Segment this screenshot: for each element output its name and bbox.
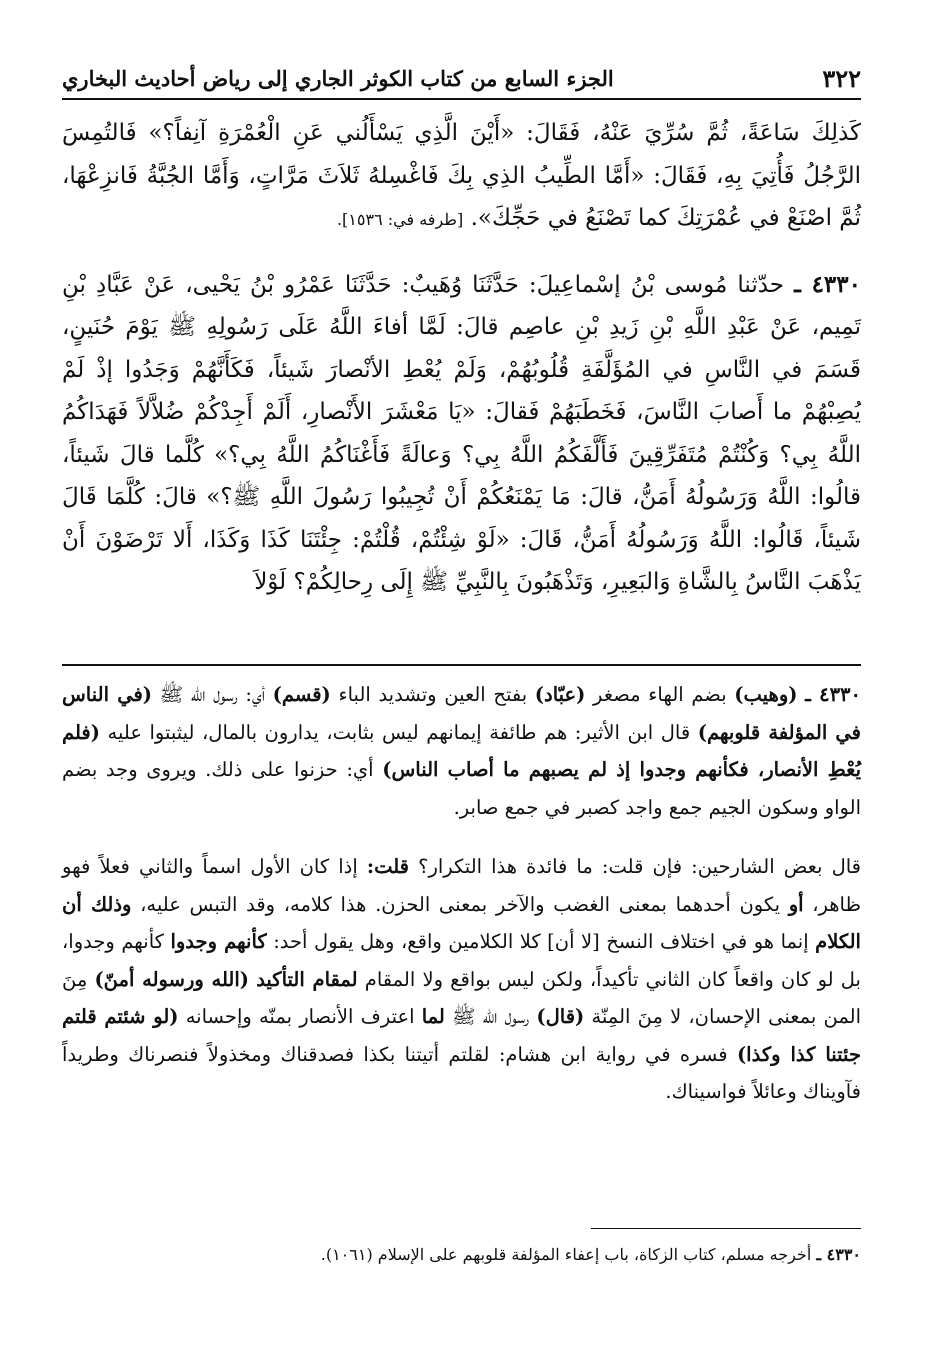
commentary-text: يكون أحدهما بمعنى الغضب والآخر بمعنى الحزن. هذا كلامه، وقد التبس عليه، xyxy=(131,892,789,916)
commentary-term: (وهيب) xyxy=(734,683,798,706)
commentary-text: بضم الهاء مصغر xyxy=(585,683,735,706)
commentary-term: (فلم يُعْطِ الأنصار، فكأنهم وجدوا إذ لم يصبهم ما أصاب الناس) xyxy=(62,720,862,781)
commentary-text: أي: حزنوا على ذلك. ويروى وجد بضم الواو وسكون الجيم جمع واجد كصبر في جمع صابر. xyxy=(62,758,861,819)
commentary-paragraph-2 xyxy=(62,848,861,1111)
footnote-number: ٤٣٣٠ ـ xyxy=(816,1245,861,1264)
footnote-text: أخرجه مسلم، كتاب الزكاة، باب إعفاء المؤلفة قلوبهم على الإسلام (١٠٦١). xyxy=(320,1245,817,1264)
commentary-paragraph-1 xyxy=(62,676,861,826)
commentary-term: قلت: xyxy=(366,855,409,878)
hadith-4330-text: حدّثنا مُوسى بْنُ إسْماعِيلَ: حَدَّثَنَا وُهَيبٌ: حَدَّثَنَا عَمْرُو بْنُ يَحْيى، عَنْ عَبَّادِ بْنِ تَمِيم، عَنْ عَبْدِ اللَّهِ بْنِ زَيدِ بْنِ عاصِم قالَ: لَمَّا أفاءَ اللَّهُ عَلَى رَسُولِهِ ﷺ يَوْمَ حُنَينٍ، قَسَمَ في النَّاسِ في المُؤَلَّفَةِ قُلُوبُهُمْ، وَلَمْ يُعْطِ الأنْصارَ شَيئاً، فَكَأَنَّهُمْ وَجَدُوا إذْ لَمْ يُصِبْهُمْ ما أَصابَ النَّاسَ، فَخَطَبَهُمْ فَقالَ: «يَا مَعْشَرَ الأَنْصارِ، أَلَمْ أَجِدْكُمْ ضُلاَّلاً فَهَدَاكُمُ اللَّهُ بِي؟ وَكُنْتُمْ مُتَفَرِّقِينَ فَأَلَّفَكُمُ اللَّهُ بِي؟ وَعالَةً فَأَغْنَاكُمُ اللَّهُ بِي؟» كُلَّما قالَ شَيئاً، قالُوا: اللَّهُ وَرَسُولُهُ أَمَنُّ، قالَ: مَا يَمْنَعُكُمْ أَنْ تُجِيبُوا رَسُولَ اللَّهِ ﷺ؟» قالَ: كُلَّمَا قَالَ شَيئاً، قَالُوا: اللَّهُ وَرَسُولُهُ أَمَنُّ، قَالَ: «لَوْ شِئْتُمْ، قُلْتُمْ: جِئْتَنَا كَذَا وَكَذَا، أَلا تَرْضَوْنَ أَنْ يَذْهَبَ النَّاسُ بِالشَّاةِ وَالبَعِيرِ، وَتَذْهَبُونَ بِالنَّبِيِّ ﷺ إِلَى رِحالِكُمْ؟ لَوْلاَ xyxy=(62,271,861,595)
page-header xyxy=(62,58,861,100)
commentary-term: (قال) xyxy=(536,1005,585,1028)
cross-reference: [طرفه في: ١٥٣٦]. xyxy=(336,210,464,229)
commentary-term: لما xyxy=(421,1005,445,1028)
footnote-divider xyxy=(591,1228,861,1229)
continued-hadith-paragraph xyxy=(62,112,861,242)
commentary-term: (لو شئتم قلتم جئتنا كذا وكذا) xyxy=(62,1005,861,1066)
footnote xyxy=(62,1240,861,1270)
continued-hadith-text: كَذلِكَ سَاعَةً، ثُمَّ سُرِّيَ عَنْهُ، فَقَالَ: «أَيْنَ الَّذِي يَسْأَلُني عَنِ الْعُمْرَةِ آنِفاً؟» فَالتُمِسَ الرَّجُلُ فَأُتِيَ بِهِ، فَقَالَ: «أَمَّا الطِّيبُ الذِي بِكَ فَاغْسِلهُ ثَلاَثَ مَرَّاتٍ، وَأَمَّا الجُبَّةُ فَانزِعْهَا، ثُمَّ اصْنَعْ في عُمْرَتِكَ كما تَصْنَعُ في حَجِّكَ». xyxy=(62,120,861,231)
commentary-term: (عبّاد) xyxy=(534,683,586,706)
commentary-text: قال بعض الشارحين: فإن قلت: ما فائدة هذا التكرار؟ xyxy=(409,855,862,878)
running-title: الجزء السابع من كتاب الكوثر الجاري إلى رياض أحاديث البخاري xyxy=(62,65,614,91)
hadith-text-section xyxy=(62,112,861,604)
commentary-section xyxy=(62,676,861,1111)
commentary-text: قال ابن الأثير: هم طائفة إيمانهم ليس بثابت، يدارون بالمال، ليثبتوا عليه xyxy=(99,720,698,744)
commentary-text: اعترف الأنصار بمنّه وإحسانه xyxy=(178,1005,422,1028)
hadith-number: ٤٣٣٠ ـ xyxy=(794,270,861,298)
commentary-term: (في الناس في المؤلفة قلوبهم) xyxy=(62,683,861,744)
commentary-text: بفتح العين وتشديد الباء xyxy=(330,683,535,706)
commentary-text: أي: رسول الله ﷺ xyxy=(152,683,273,706)
page-number: ٣٢٢ xyxy=(822,63,861,93)
commentary-text: إذا كان الأول اسماً والثاني فعلاً فهو ظاهر، xyxy=(62,855,861,916)
commentary-text: مِنَ المن بمعنى الإحسان، لا مِنَ المِنّة xyxy=(62,967,862,1028)
commentary-text: رسول الله ﷺ xyxy=(444,1005,537,1028)
commentary-term: لمقام التأكيد xyxy=(256,967,358,991)
commentary-term: وذلك أن الكلام xyxy=(62,892,861,953)
commentary-term: كأنهم وجدوا xyxy=(170,930,267,953)
section-divider xyxy=(62,664,861,666)
commentary-text: إنما هو في اختلاف النسخ [لا أن] كلا الكلامين واقع، وهل يقول أحد: xyxy=(266,930,816,953)
commentary-text: كأنهم وجدوا، بل لو كان واقعاً كان الثاني تأكيداً، ولكن ليس بواقع ولا المقام xyxy=(62,930,861,991)
commentary-term: (الله ورسوله أمنّ) xyxy=(94,967,250,991)
commentary-term: (قسم) xyxy=(272,683,331,706)
commentary-text: فسره في رواية ابن هشام: لقلتم أتيتنا بكذا فصدقناك ومخذولاً فنصرناك وطريداً فآويناك وعائلاً فواسيناك. xyxy=(62,1042,861,1103)
hadith-4330-paragraph xyxy=(62,264,861,604)
commentary-term: أو xyxy=(788,892,804,916)
commentary-hadith-number: ٤٣٣٠ ـ xyxy=(805,683,861,706)
